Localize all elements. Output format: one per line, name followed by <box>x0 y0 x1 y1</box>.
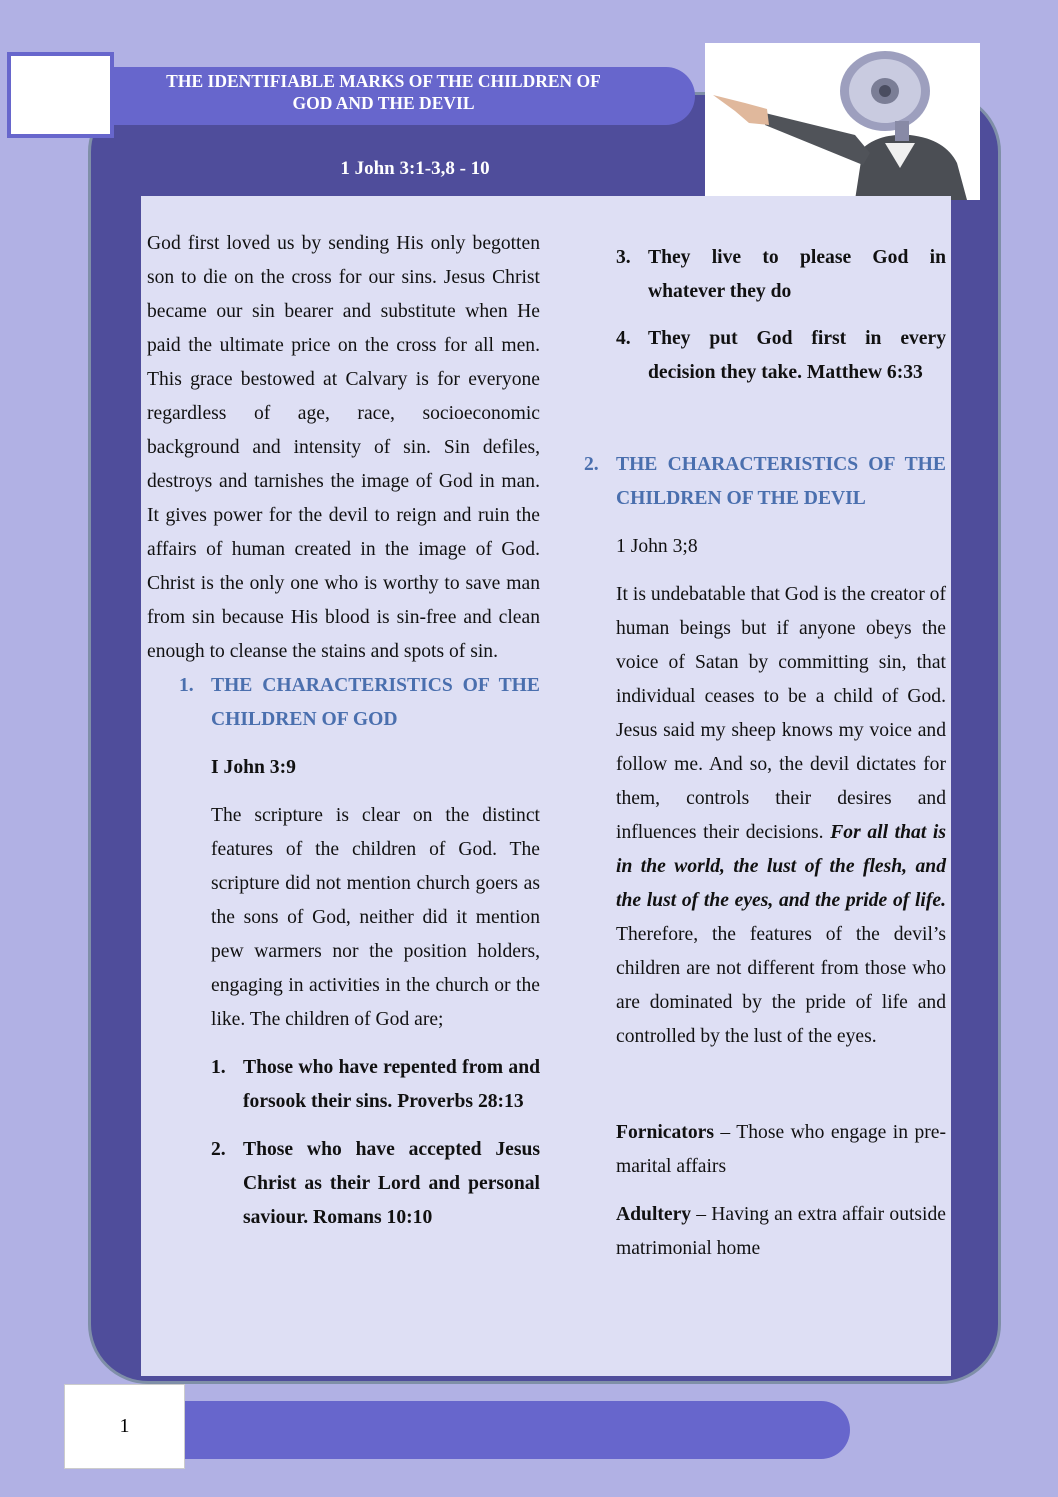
corner-box <box>7 52 114 138</box>
section-1-number: 1. <box>179 675 194 696</box>
list-item-number: 2. <box>211 1139 226 1160</box>
definition-text: – Having an extra affair outside matrimonial home <box>616 1204 946 1259</box>
right-column <box>584 241 946 1266</box>
scripture-reference: 1 John 3:1-3,8 - 10 <box>340 158 490 179</box>
title-line-2: GOD AND THE DEVIL <box>292 93 475 113</box>
megaphone-man-illustration <box>705 43 980 200</box>
list-item-number: 1. <box>211 1057 226 1078</box>
definition-adultery <box>616 1198 946 1266</box>
section-2-number: 2. <box>584 454 599 475</box>
title-banner <box>110 67 695 125</box>
list-item-text: Those who have repented from and forsook their sins. Proverbs 28:13 <box>243 1057 540 1112</box>
list-item-3 <box>616 241 946 309</box>
section-1-paragraph: The scripture is clear on the distinct features of the children of God. The scripture did not mention church goers as the sons of God, neither did it mention pew warmers nor the position holders, engaging in activities in the church or the like. The children of God are; <box>211 805 540 1030</box>
left-column <box>147 227 540 1235</box>
section-2-text-b: Therefore, the features of the devil’s children are not different from those who are dominated by the pride of life and controlled by the lust of the eyes. <box>616 924 946 1047</box>
section-2-heading-text: THE CHARACTERISTICS OF THE CHILDREN OF THE DEVIL <box>616 454 946 509</box>
section-2-paragraph <box>616 578 946 1054</box>
list-item-2 <box>211 1133 540 1235</box>
list-item-4 <box>616 322 946 390</box>
section-1-heading <box>179 669 540 737</box>
footer-bar <box>166 1401 850 1459</box>
list-item-text: Those who have accepted Jesus Christ as their Lord and personal saviour. Romans 10:10 <box>243 1139 540 1228</box>
list-item-1 <box>211 1051 540 1119</box>
page-number: 1 <box>64 1384 185 1469</box>
section-1-reference: I John 3:9 <box>211 757 296 778</box>
definition-text: – Those who engage in pre- marital affairs <box>616 1122 946 1177</box>
term-adultery: Adultery <box>616 1204 692 1225</box>
intro-paragraph: God first loved us by sending His only begotten son to die on the cross for our sins. Jesus Christ became our sin bearer and substitute when He paid the ultimate price on the cross for all men. This grace bestowed at Calvary is for everyone regardless of age, race, socioeconomic background and intensity of sin. Sin defiles, destroys and tarnishes the image of God in man. It gives power for the devil to reign and ruin the affairs of human created in the image of God. Christ is the only one who is worthy to save man from sin because His blood is sin-free and clean enough to cleanse the stains and spots of sin. <box>147 233 540 662</box>
section-2-heading <box>584 448 946 516</box>
list-item-text: They put God first in every decision they take. Matthew 6:33 <box>648 328 946 383</box>
scripture-quote: For all that is in the world, the lust of the flesh, and the lust of the eyes, and the pride of life. <box>616 822 946 911</box>
section-1-heading-text: THE CHARACTERISTICS OF THE CHILDREN OF GOD <box>211 675 540 730</box>
list-item-text: They live to please God in whatever they do <box>648 247 946 302</box>
title-line-1: THE IDENTIFIABLE MARKS OF THE CHILDREN OF <box>166 71 601 91</box>
section-2-text-a: It is undebatable that God is the creator of human beings but if anyone obeys the voice of Satan by committing sin, that individual ceases to be a child of God. Jesus said my sheep knows my voice and follow me. And so, the devil dictates for them, controls their desires and influences their decisions. <box>616 584 946 843</box>
term-fornicators: Fornicators <box>616 1122 714 1143</box>
list-item-number: 3. <box>616 247 631 268</box>
list-item-number: 4. <box>616 328 631 349</box>
definition-fornicators <box>616 1116 946 1184</box>
section-2-reference: 1 John 3;8 <box>616 536 698 557</box>
